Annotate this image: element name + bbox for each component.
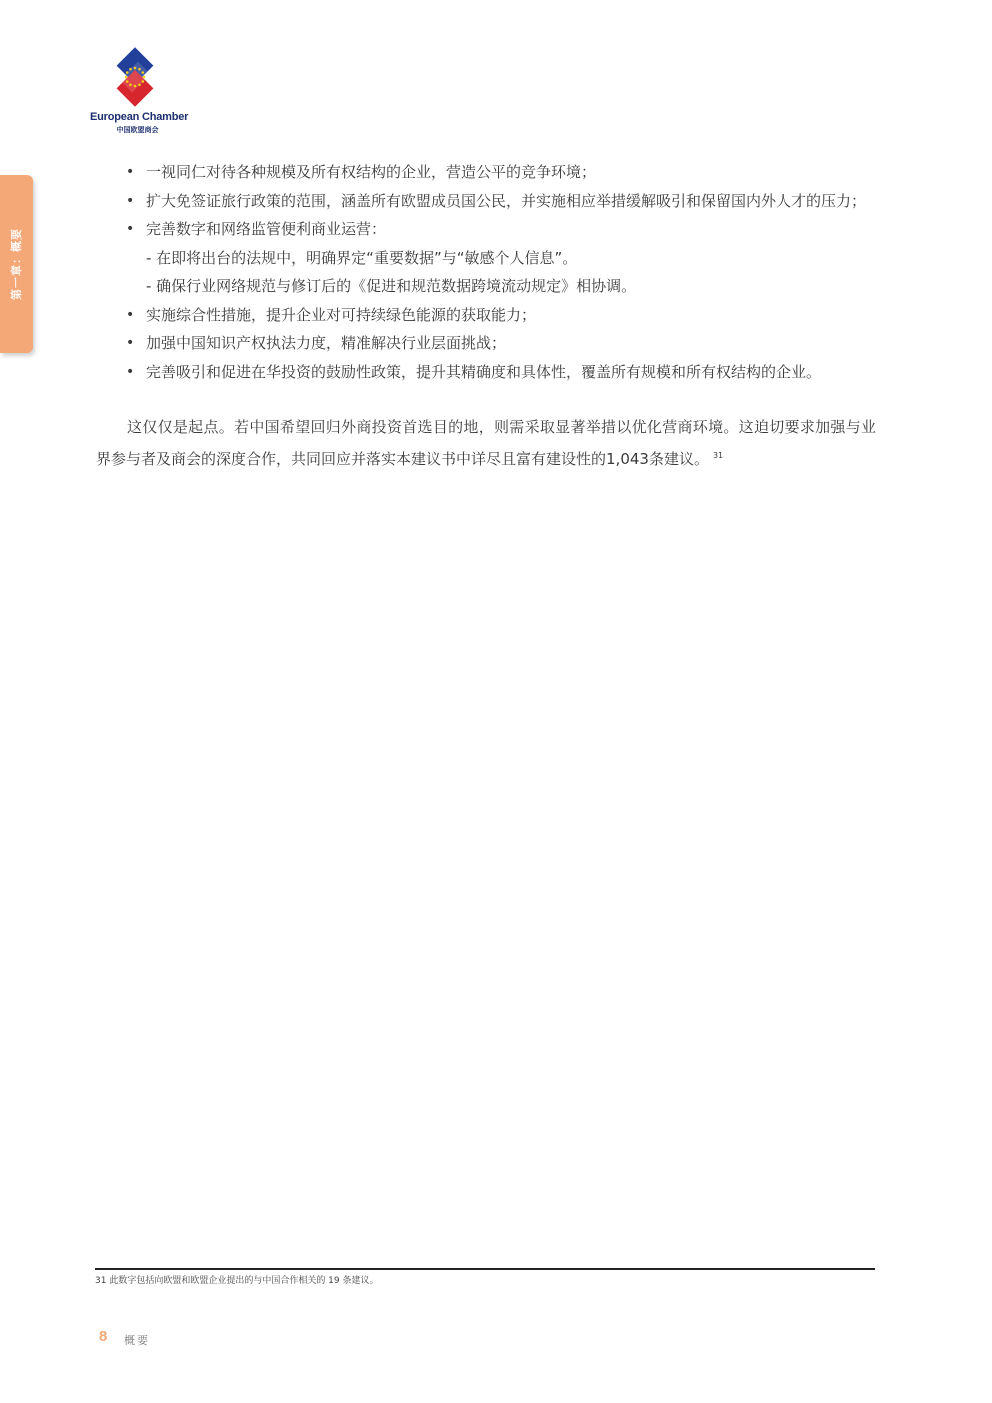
logo-name-en: European Chamber	[90, 111, 189, 123]
chapter-side-tab	[0, 175, 33, 353]
list-item	[96, 358, 876, 387]
page-number: 8	[99, 1328, 108, 1345]
bullet-icon: •	[126, 306, 135, 323]
section-label: 概要	[124, 1334, 150, 1347]
footnote: 31 此数字包括向欧盟和欧盟企业提出的与中国合作相关的 19 条建议。	[95, 1276, 379, 1286]
european-chamber-logo-icon	[104, 46, 166, 108]
body-paragraph	[96, 413, 876, 473]
logo-name-cn: 中国欧盟商会	[116, 126, 159, 134]
footnote-reference[interactable]: 31	[712, 450, 724, 460]
bullet-icon: •	[126, 192, 135, 209]
list-item-text: 一视同仁对待各种规模及所有权结构的企业，营造公平的竞争环境；	[146, 163, 597, 181]
logo	[90, 46, 189, 138]
list-item	[96, 158, 876, 187]
sub-item: - 在即将出台的法规中，明确界定“重要数据”与“敏感个人信息”。	[146, 248, 578, 267]
bullet-icon: •	[126, 363, 135, 380]
bullet-icon: •	[126, 164, 135, 180]
sub-item: - 确保行业网络规范与修订后的《促进和规范数据跨境流动规定》相协调。	[146, 277, 637, 295]
recommendation-list-continued	[96, 301, 876, 387]
list-item-text: 完善吸引和促进在华投资的鼓励性政策，提升其精确度和具体性，覆盖所有规模和所有权结构的企业。	[146, 362, 822, 381]
paragraph-text: 这仅仅是起点。若中国希望回归外商投资首选目的地，则需采取显著举措以优化营商环境。这迫切要求加强与业界参与者及商会的深度合作，共同回应并落实本建议书中详尽且富有建设性的1,043条建议。	[96, 418, 876, 468]
list-item	[96, 329, 876, 358]
chapter-tab-label: 第一章：概要	[10, 228, 23, 300]
list-item	[96, 187, 876, 216]
list-item	[96, 215, 876, 244]
list-item	[96, 301, 876, 330]
list-item-text: 加强中国知识产权执法力度，精准解决行业层面挑战；	[146, 334, 507, 352]
bullet-icon: •	[126, 335, 135, 351]
list-item-text: 实施综合性措施，提升企业对可持续绿色能源的获取能力；	[146, 305, 537, 324]
recommendation-list	[96, 158, 876, 244]
bullet-icon: •	[126, 221, 135, 237]
list-item-text: 完善数字和网络监管便利商业运营：	[146, 220, 387, 238]
main-content	[96, 158, 876, 488]
footnote-divider	[95, 1268, 875, 1270]
list-item-text: 扩大免签证旅行政策的范围，涵盖所有欧盟成员国公民，并实施相应举措缓解吸引和保留国内外人才的压力；	[146, 191, 867, 210]
